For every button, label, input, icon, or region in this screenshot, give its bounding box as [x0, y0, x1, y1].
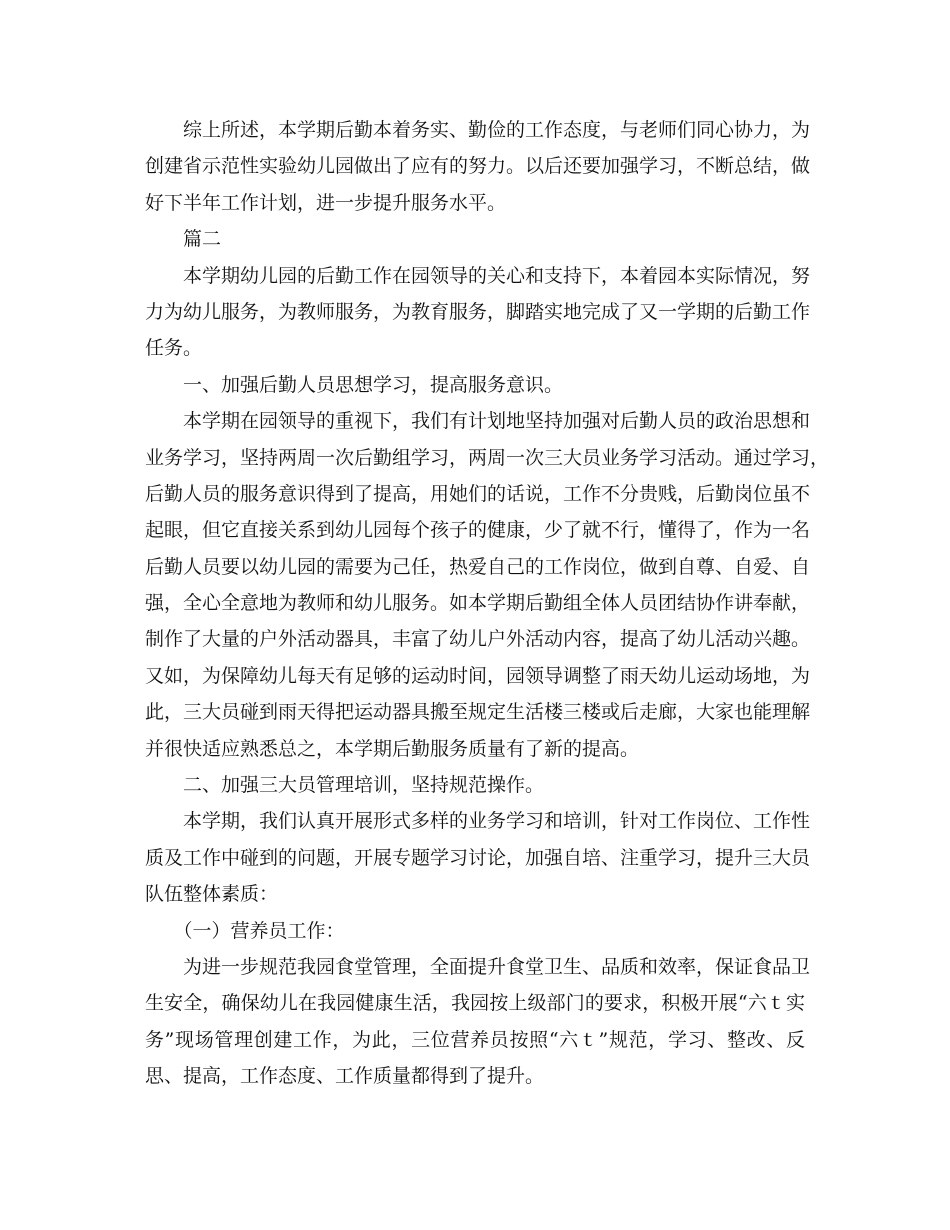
text-line: 质及工作中碰到的问题，开展专题学习讨论，加强自培、注重学习，提升三大员 — [145, 846, 811, 869]
document-body — [145, 112, 830, 1095]
subsection-heading: 二、加强三大员管理培训，坚持规范操作。 — [145, 774, 545, 797]
text-line: 力为幼儿服务，为教师服务，为教育服务，脚踏实地完成了又一学期的后勤工作 — [145, 300, 811, 323]
text-line: 此，三大员碰到雨天得把运动器具搬至规定生活楼三楼或后走廊，大家也能理解 — [145, 701, 811, 724]
text-line: 起眼，但它直接关系到幼儿园每个孩子的健康，少了就不行，懂得了，作为一名 — [145, 519, 811, 542]
text-line: 并很快适应熟悉总之，本学期后勤服务质量有了新的提高。 — [145, 737, 640, 760]
text-line: 又如，为保障幼儿每天有足够的运动时间，园领导调整了雨天幼儿运动场地，为 — [145, 664, 811, 687]
text-line: 生安全，确保幼儿在我园健康生活，我园按上级部门的要求，积极开展“六ｔ实 — [145, 992, 805, 1015]
text-line: 务”现场管理创建工作，为此，三位营养员按照“六ｔ”规范，学习、整改、反 — [145, 1028, 805, 1051]
text-line: 本学期，我们认真开展形式多样的业务学习和培训，针对工作岗位、工作性 — [145, 810, 811, 833]
text-line: 制作了大量的户外活动器具，丰富了幼儿户外活动内容，提高了幼儿活动兴趣。 — [145, 628, 811, 651]
text-line: 后勤人员要以幼儿园的需要为己任，热爱自己的工作岗位，做到自尊、自爱、自 — [145, 555, 811, 578]
text-line: 好下半年工作计划，进一步提升服务水平。 — [145, 191, 507, 214]
text-line: 创建省示范性实验幼儿园做出了应有的努力。以后还要加强学习，不断总结，做 — [145, 155, 811, 178]
text-line: 业务学习，坚持两周一次后勤组学习，两周一次三大员业务学习活动。通过学习， — [145, 446, 830, 469]
text-line: 强，全心全意地为教师和幼儿服务。如本学期后勤组全体人员团结协作讲奉献， — [145, 592, 811, 615]
text-line: 任务。 — [145, 337, 203, 360]
text-line: 本学期在园领导的重视下，我们有计划地坚持加强对后勤人员的政治思想和 — [145, 410, 811, 433]
subsection-heading: （一）营养员工作： — [145, 919, 345, 942]
text-line: 思、提高，工作态度、工作质量都得到了提升。 — [145, 1065, 545, 1088]
text-line: 后勤人员的服务意识得到了提高，用她们的话说，工作不分贵贱，后勤岗位虽不 — [145, 482, 811, 505]
text-line: 为进一步规范我园食堂管理，全面提升食堂卫生、品质和效率，保证食品卫 — [145, 955, 811, 978]
text-line: 队伍整体素质： — [145, 883, 279, 906]
section-heading: 篇二 — [145, 228, 222, 251]
subsection-heading: 一、加强后勤人员思想学习，提高服务意识。 — [145, 373, 564, 396]
text-line: 综上所述，本学期后勤本着务实、勤俭的工作态度，与老师们同心协力，为 — [145, 119, 811, 141]
text-line: 本学期幼儿园的后勤工作在园领导的关心和支持下，本着园本实际情况，努 — [145, 264, 811, 287]
